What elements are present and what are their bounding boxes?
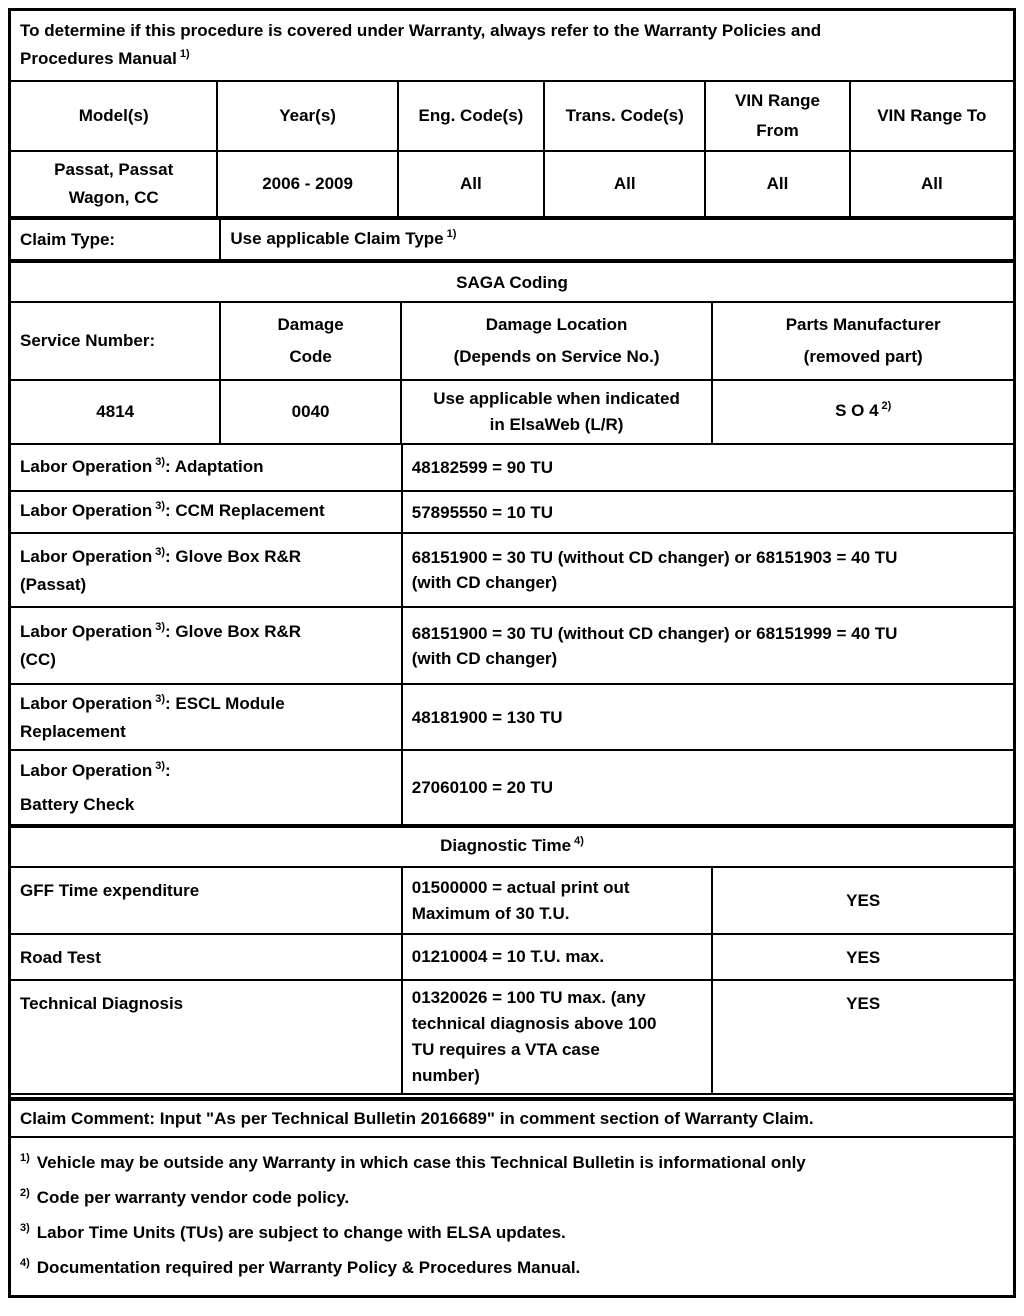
- footnotes-cell: [11, 1138, 1013, 1295]
- parts-manufacturer-header: Parts Manufacturer (removed part): [785, 315, 941, 366]
- eng-codes-header-cell: [397, 82, 543, 150]
- footnote-ref-1: 1): [179, 47, 190, 60]
- labor-row-glovebox-cc: [11, 606, 1013, 683]
- vehicle-data-row: [11, 150, 1013, 216]
- labor-label-cell: [11, 445, 401, 490]
- labor-label: [20, 454, 392, 482]
- warranty-note-row: [11, 11, 1013, 80]
- labor-label-text: Labor Operation: [20, 456, 153, 476]
- service-number-header-cell: [11, 303, 219, 379]
- years-value-cell: [216, 152, 396, 216]
- labor-label-suffix: : ESCL Module Replacement: [20, 693, 285, 741]
- footnote-1: [20, 1151, 1004, 1177]
- labor-label-text: Labor Operation: [20, 501, 153, 520]
- labor-value-cell: [401, 685, 1013, 749]
- diagnostic-title-row: [11, 824, 1013, 866]
- diagnostic-flag: YES: [846, 891, 881, 910]
- vehicle-header-row: [11, 80, 1013, 150]
- diagnostic-value-cell: [401, 935, 712, 979]
- footnote-ref-2: 2): [881, 400, 892, 412]
- models-header: Model(s): [78, 106, 149, 125]
- labor-label: [20, 619, 392, 672]
- claim-type-value: [230, 226, 1004, 254]
- labor-label-text: Labor Operation: [20, 622, 153, 641]
- trans-codes-header-cell: [543, 82, 704, 150]
- warranty-note-text: [20, 17, 1004, 75]
- damage-code-header: Damage Code: [277, 315, 344, 366]
- labor-label-cell: [11, 492, 401, 532]
- saga-title-row: [11, 259, 1013, 301]
- warranty-note-cell: [11, 11, 1013, 80]
- claim-type-label-cell: [11, 220, 219, 259]
- service-number-header: Service Number:: [20, 331, 156, 350]
- eng-codes-value: All: [460, 174, 482, 193]
- diagnostic-value: 01320026 = 100 TU max. (any technical diagnosis above 100 TU requires a VTA case number): [411, 988, 657, 1085]
- claim-type-text: Use applicable Claim Type: [230, 228, 444, 248]
- labor-label-suffix: : Adaptation: [165, 456, 264, 476]
- vin-from-value: All: [766, 174, 789, 193]
- footnote-ref-4: 4): [574, 835, 584, 847]
- eng-codes-header: Eng. Code(s): [418, 106, 524, 125]
- models-value: Passat, Passat Wagon, CC: [54, 160, 174, 207]
- footnote-text: Code per warranty vendor code policy.: [36, 1188, 350, 1207]
- labor-value: 48181900 = 130 TU: [411, 707, 563, 727]
- claim-comment-row: [11, 1097, 1013, 1136]
- models-value-cell: [11, 152, 216, 216]
- diagnostic-row-technical: [11, 979, 1013, 1093]
- trans-codes-header: Trans. Code(s): [565, 106, 684, 125]
- diagnostic-flag-cell: [711, 981, 1013, 1093]
- saga-data-row: [11, 379, 1013, 443]
- footnote-text: Documentation required per Warranty Policy & Procedures Manual.: [36, 1258, 581, 1277]
- diagnostic-flag-cell: [711, 935, 1013, 979]
- vin-to-header-cell: [849, 82, 1013, 150]
- labor-row-glovebox-passat: [11, 532, 1013, 606]
- labor-label-suffix: : CCM Replacement: [165, 501, 325, 520]
- labor-value-cell: [401, 608, 1013, 683]
- labor-row-battery: [11, 749, 1013, 824]
- damage-code-header-cell: [219, 303, 399, 379]
- claim-comment-cell: [11, 1101, 1013, 1136]
- damage-location-header: Damage Location (Depends on Service No.): [453, 315, 660, 366]
- eng-codes-value-cell: [397, 152, 543, 216]
- labor-label-cell: [11, 534, 401, 606]
- diagnostic-label: GFF Time expenditure: [20, 881, 200, 900]
- footnote-marker: 3): [20, 1222, 30, 1234]
- claim-type-row: [11, 216, 1013, 259]
- labor-value-cell: [401, 751, 1013, 824]
- footnote-ref-3: 3): [155, 692, 166, 705]
- labor-value: 68151900 = 30 TU (without CD changer) or 68151903 = 40 TU (with CD changer): [411, 548, 898, 592]
- diagnostic-value-cell: [401, 981, 712, 1093]
- labor-label-text: Labor Operation: [20, 693, 153, 713]
- labor-label-suffix: : Glove Box R&R (CC): [20, 622, 302, 669]
- vin-to-value-cell: [849, 152, 1013, 216]
- years-header-cell: [216, 82, 396, 150]
- labor-row-escl: [11, 683, 1013, 749]
- labor-value: 48182599 = 90 TU: [411, 458, 554, 477]
- labor-label: [20, 544, 392, 597]
- labor-value-cell: [401, 445, 1013, 490]
- parts-manufacturer-header-cell: [711, 303, 1013, 379]
- damage-location-value-cell: [400, 381, 712, 443]
- diagnostic-title-cell: [11, 828, 1013, 866]
- claim-type-value-cell: [219, 220, 1013, 259]
- footnote-ref-3: 3): [155, 621, 166, 633]
- footnote-marker: 2): [20, 1187, 30, 1199]
- parts-code: S O 4: [835, 401, 879, 420]
- diagnostic-label-cell: [11, 981, 401, 1093]
- footnote-text: Labor Time Units (TUs) are subject to change with ELSA updates.: [36, 1223, 566, 1242]
- damage-code-value-cell: [219, 381, 399, 443]
- labor-value: 68151900 = 30 TU (without CD changer) or 68151999 = 40 TU (with CD changer): [411, 623, 898, 668]
- saga-header-row: [11, 301, 1013, 379]
- diagnostic-row-gff: [11, 866, 1013, 933]
- footnotes-row: [11, 1136, 1013, 1295]
- labor-label-text: Labor Operation: [20, 546, 153, 566]
- labor-label: [20, 691, 392, 744]
- footnote-ref-3: 3): [155, 455, 166, 468]
- footnote-ref-1: 1): [446, 227, 457, 240]
- damage-code-value: 0040: [291, 402, 330, 421]
- footnote-marker: 1): [20, 1152, 30, 1164]
- labor-label: [20, 755, 392, 820]
- diagnostic-label-cell: [11, 935, 401, 979]
- footnote-marker: 4): [20, 1257, 30, 1269]
- labor-value: 57895550 = 10 TU: [411, 502, 554, 522]
- models-header-cell: [11, 82, 216, 150]
- diagnostic-label: Road Test: [20, 947, 101, 967]
- diagnostic-value: 01210004 = 10 T.U. max.: [411, 947, 605, 966]
- footnote-text: Vehicle may be outside any Warranty in which case this Technical Bulletin is informational only: [36, 1153, 806, 1172]
- labor-label-suffix: : Glove Box R&R (Passat): [20, 546, 302, 594]
- footnote-ref-3: 3): [155, 500, 166, 512]
- footnote-3: [20, 1221, 1004, 1247]
- diagnostic-flag: YES: [846, 994, 881, 1013]
- labor-label-cell: [11, 608, 401, 683]
- vin-to-header: VIN Range To: [877, 106, 987, 125]
- vin-from-header-cell: [704, 82, 848, 150]
- footnote-4: [20, 1256, 1004, 1282]
- diagnostic-row-roadtest: [11, 933, 1013, 979]
- labor-row-ccm: [11, 490, 1013, 532]
- vin-from-header: VIN Range From: [734, 91, 821, 140]
- damage-location-value: Use applicable when indicated in ElsaWeb (L/R): [433, 389, 680, 434]
- diagnostic-title: [440, 833, 584, 861]
- footnote-ref-3: 3): [155, 545, 166, 558]
- years-header: Year(s): [279, 106, 336, 125]
- service-number-value: 4814: [96, 402, 135, 421]
- diagnostic-flag: YES: [846, 947, 881, 967]
- labor-value: 27060100 = 20 TU: [411, 778, 554, 797]
- labor-value-cell: [401, 492, 1013, 532]
- warranty-table: [8, 8, 1016, 1298]
- diagnostic-value: 01500000 = actual print out Maximum of 30 T.U.: [411, 877, 630, 923]
- warranty-note: To determine if this procedure is covered under Warranty, always refer to the Warranty Policies and Procedures Manual: [20, 20, 822, 68]
- saga-title-cell: [11, 263, 1013, 301]
- diagnostic-label: Technical Diagnosis: [20, 994, 184, 1013]
- parts-manufacturer-value: [835, 398, 891, 426]
- damage-location-header-cell: [400, 303, 712, 379]
- claim-type-label: Claim Type:: [20, 230, 116, 249]
- years-value: 2006 - 2009: [262, 174, 353, 193]
- labor-label-cell: [11, 685, 401, 749]
- labor-label-suffix: : Battery Check: [20, 761, 171, 814]
- vin-from-value-cell: [704, 152, 848, 216]
- saga-title: SAGA Coding: [456, 272, 568, 292]
- diagnostic-title-text: Diagnostic Time: [440, 836, 572, 855]
- parts-manufacturer-value-cell: [711, 381, 1013, 443]
- diagnostic-flag-cell: [711, 868, 1013, 933]
- trans-codes-value: All: [613, 174, 636, 193]
- diagnostic-label-cell: [11, 868, 401, 933]
- vin-to-value: All: [920, 174, 943, 193]
- claim-comment: Claim Comment: Input "As per Technical Bulletin 2016689" in comment section of Warranty Claim.: [20, 1109, 814, 1128]
- trans-codes-value-cell: [543, 152, 704, 216]
- footnote-ref-3: 3): [155, 760, 166, 772]
- labor-label-text: Labor Operation: [20, 761, 153, 780]
- diagnostic-value-cell: [401, 868, 712, 933]
- labor-row-adaptation: [11, 443, 1013, 490]
- footnote-2: [20, 1186, 1004, 1212]
- labor-value-cell: [401, 534, 1013, 606]
- service-number-value-cell: [11, 381, 219, 443]
- labor-label: [20, 498, 392, 526]
- labor-label-cell: [11, 751, 401, 824]
